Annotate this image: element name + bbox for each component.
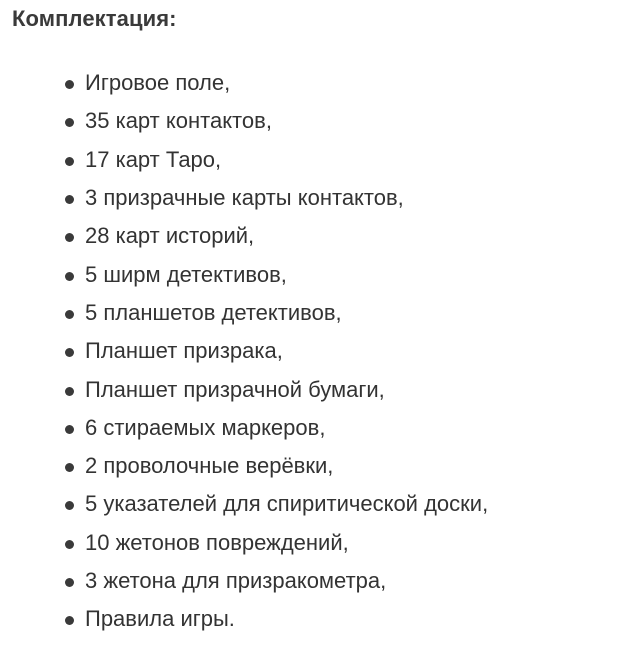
- list-item: [12, 179, 629, 217]
- bullet-icon: [65, 80, 74, 89]
- list-item: [12, 294, 629, 332]
- contents-list: [12, 64, 629, 638]
- list-item-text: 35 карт контактов,: [85, 108, 272, 134]
- bullet-icon: [65, 310, 74, 319]
- list-item-text: Правила игры.: [85, 606, 235, 632]
- list-item: [12, 409, 629, 447]
- list-item: [12, 562, 629, 600]
- list-item: [12, 102, 629, 140]
- list-item: [12, 64, 629, 102]
- list-item-text: 5 указателей для спиритической доски,: [85, 491, 489, 517]
- bullet-icon: [65, 616, 74, 625]
- list-item: [12, 217, 629, 255]
- bullet-icon: [65, 540, 74, 549]
- bullet-icon: [65, 348, 74, 357]
- list-item-text: 10 жетонов повреждений,: [85, 529, 349, 555]
- list-item-text: 6 стираемых маркеров,: [85, 414, 326, 440]
- bullet-icon: [65, 118, 74, 127]
- bullet-icon: [65, 195, 74, 204]
- bullet-icon: [65, 425, 74, 434]
- list-item: [12, 332, 629, 370]
- list-item: [12, 447, 629, 485]
- list-item-text: Игровое поле,: [85, 70, 231, 96]
- list-item: [12, 600, 629, 638]
- list-item: [12, 141, 629, 179]
- list-item-text: 3 призрачные карты контактов,: [85, 185, 404, 211]
- list-item-text: 2 проволочные верёвки,: [85, 453, 334, 479]
- list-item: [12, 485, 629, 523]
- bullet-icon: [65, 233, 74, 242]
- list-item-text: 3 жетона для призракометра,: [85, 568, 387, 593]
- list-item: [12, 370, 629, 408]
- list-item-text: 5 ширм детективов,: [85, 261, 287, 287]
- bullet-icon: [65, 157, 74, 166]
- section-heading: Комплектация:: [12, 6, 177, 31]
- list-item: [12, 524, 629, 562]
- list-item-text: 17 карт Таро,: [85, 146, 222, 172]
- bullet-icon: [65, 463, 74, 472]
- list-item-text: 28 карт историй,: [85, 223, 255, 249]
- bullet-icon: [65, 387, 74, 396]
- bullet-icon: [65, 272, 74, 281]
- list-item-text: Планшет призрачной бумаги,: [85, 376, 385, 402]
- list-item: [12, 255, 629, 293]
- list-item-text: 5 планшетов детективов,: [85, 299, 342, 325]
- bullet-icon: [65, 501, 74, 510]
- list-item-text: Планшет призрака,: [85, 338, 283, 364]
- bullet-icon: [65, 578, 74, 587]
